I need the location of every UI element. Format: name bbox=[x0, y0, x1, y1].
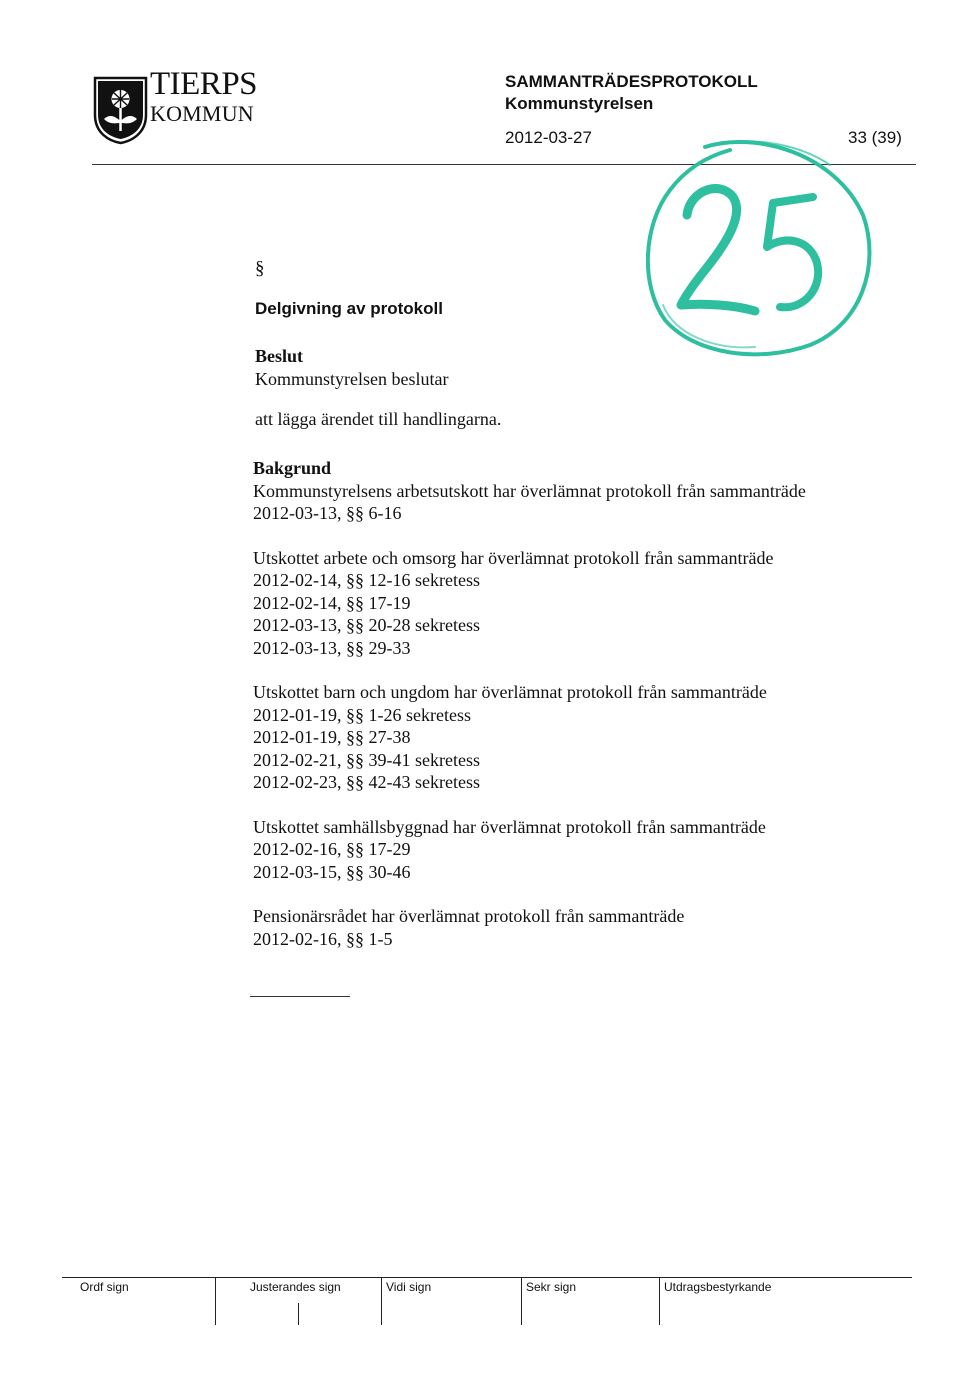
beslut-decision: att lägga ärendet till handlingarna. bbox=[255, 409, 502, 429]
bakgrund-block bbox=[253, 457, 893, 950]
protocol-group bbox=[253, 480, 893, 525]
document-type: SAMMANTRÄDESPROTOKOLL bbox=[505, 72, 758, 91]
protocol-entry: 2012-02-16, §§ 17-29 bbox=[253, 839, 411, 859]
protocol-entry: 2012-01-19, §§ 27-38 bbox=[253, 727, 411, 747]
section-title: Delgivning av protokoll bbox=[255, 299, 443, 318]
section-sign: § bbox=[255, 258, 265, 279]
signature-divider bbox=[381, 1277, 382, 1325]
signature-divider bbox=[215, 1277, 216, 1325]
protocol-group-intro: Utskottet samhällsbyggnad har överlämnat protokoll från sammanträde bbox=[253, 816, 766, 837]
protocol-entry: 2012-01-19, §§ 1-26 sekretess bbox=[253, 704, 471, 725]
logo-name-line2: KOMMUN bbox=[150, 101, 254, 126]
signature-divider bbox=[659, 1277, 660, 1325]
end-divider bbox=[250, 996, 350, 997]
protocol-entry: 2012-03-13, §§ 20-28 sekretess bbox=[253, 615, 480, 635]
protocol-group-intro: Pensionärsrådet har överlämnat protokoll från sammanträde bbox=[253, 906, 685, 926]
signature-divider bbox=[521, 1277, 522, 1325]
protocol-entry: 2012-02-14, §§ 17-19 bbox=[253, 592, 411, 613]
protocol-group bbox=[253, 681, 893, 794]
handwritten-number-stamp bbox=[635, 135, 875, 365]
protocol-entry: 2012-03-15, §§ 30-46 bbox=[253, 861, 411, 882]
coat-of-arms-icon bbox=[92, 75, 149, 145]
meeting-date: 2012-03-27 bbox=[505, 128, 592, 147]
protocol-group-intro: Utskottet barn och ungdom har överlämnat protokoll från sammanträde bbox=[253, 682, 767, 702]
beslut-heading: Beslut bbox=[255, 346, 304, 366]
beslut-block bbox=[255, 345, 501, 431]
signature-tick bbox=[298, 1303, 299, 1325]
protocol-entry: 2012-02-21, §§ 39-41 sekretess bbox=[253, 749, 480, 770]
protocol-group bbox=[253, 905, 893, 950]
beslut-intro: Kommunstyrelsen beslutar bbox=[255, 368, 449, 389]
protocol-entry: 2012-02-14, §§ 12-16 sekretess bbox=[253, 570, 480, 590]
sekr-sign-label: Sekr sign bbox=[526, 1280, 577, 1294]
logo-name-line1: TIERPS bbox=[150, 66, 258, 102]
protocol-entry: 2012-02-16, §§ 1-5 bbox=[253, 928, 393, 949]
issuing-body: Kommunstyrelsen bbox=[505, 94, 654, 113]
ordf-sign-label: Ordf sign bbox=[80, 1280, 129, 1294]
protocol-group bbox=[253, 547, 893, 660]
page-number: 33 (39) bbox=[848, 128, 902, 147]
protocol-entry: 2012-02-23, §§ 42-43 sekretess bbox=[253, 772, 480, 792]
protocol-entry: 2012-03-13, §§ 6-16 bbox=[253, 503, 402, 523]
bakgrund-heading: Bakgrund bbox=[253, 458, 332, 478]
protocol-group-intro: Kommunstyrelsens arbetsutskott har överlämnat protokoll från sammanträde bbox=[253, 480, 806, 501]
signature-table-top-rule bbox=[62, 1277, 912, 1278]
utdragsbestyrkande-label: Utdragsbestyrkande bbox=[664, 1280, 772, 1294]
protocol-group-intro: Utskottet arbete och omsorg har överlämnat protokoll från sammanträde bbox=[253, 547, 774, 568]
vidi-sign-label: Vidi sign bbox=[386, 1280, 432, 1294]
protocol-group bbox=[253, 816, 893, 884]
protocol-entry: 2012-03-13, §§ 29-33 bbox=[253, 637, 411, 658]
justerandes-sign-label: Justerandes sign bbox=[250, 1280, 341, 1294]
